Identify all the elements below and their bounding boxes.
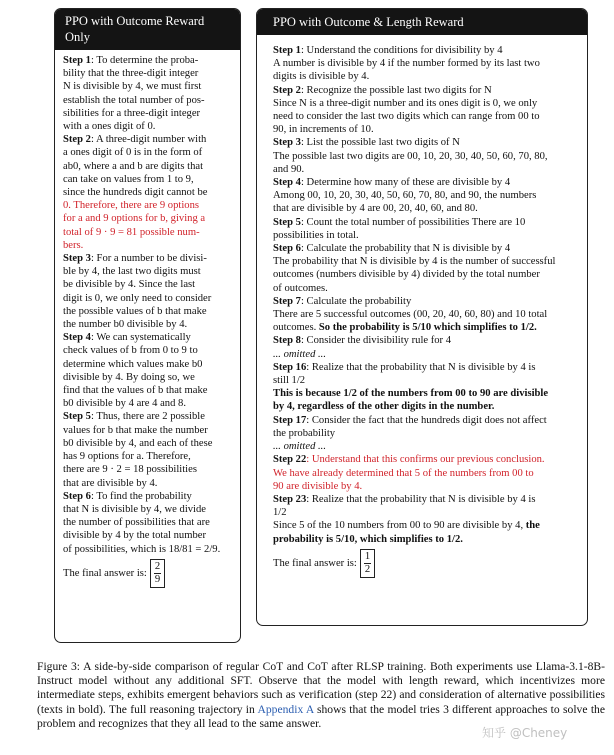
left-line-text: that are divisible by 4. [63,477,158,489]
right-line-text: digits is divisible by 4. [273,71,370,83]
right-red-text: 90 are divisible by 4. [273,480,363,492]
left-red-line: 0. Therefore, there are 9 options [63,200,199,212]
left-line-text: has 9 options for a. Therefore, [63,451,191,463]
left-line [63,463,234,476]
right-line [273,176,581,189]
omitted-marker: ... omitted ... [273,441,326,453]
right-line [273,110,581,123]
right-final-answer-box [360,549,375,578]
right-line-text: Since 5 of the 10 numbers from 00 to 90 are divisible by 4, [273,520,526,532]
left-line [63,490,234,503]
left-line-text: divisible by 4. By doing so, we [63,371,195,383]
left-line-text: b0 divisible by 4 are 4 and 8. [63,398,186,410]
right-line-text: 90, in increments of 10. [273,124,374,136]
left-line-text: ble by 4, the last two digits must [63,266,201,278]
left-line [63,503,234,516]
appendix-link[interactable]: Appendix A [257,702,314,716]
left-step-label: Step 2 [63,134,91,146]
left-step-label: Step 5 [63,411,91,423]
right-line [273,70,581,83]
left-line [63,292,234,305]
left-line [63,516,234,529]
left-line-text: N is divisible by 4, we must first [63,81,202,93]
left-line [63,397,234,410]
left-line-text: since the hundreds digit cannot be [63,187,208,199]
left-line [63,344,234,357]
left-line [63,305,234,318]
left-line [63,410,234,423]
left-line [63,160,234,173]
right-line-text: There are 5 successful outcomes (00, 20, 40, 60, 80) and 10 total [273,309,548,321]
left-red-line: total of 9 · 9 = 81 possible num- [63,226,200,238]
left-line-text: : A three-digit number with [90,134,207,146]
left-panel [54,8,241,643]
right-line-text: and 90. [273,163,305,175]
right-line [273,123,581,136]
right-step-label: Step 17 [273,414,307,426]
left-line [63,265,234,278]
right-line-text: : List the possible last two digits of N [300,137,460,149]
left-line [63,450,234,463]
right-line [273,361,581,374]
right-line [273,321,581,334]
left-line [63,278,234,291]
left-final-answer-denominator: 9 [154,573,161,585]
right-line-text: possibilities in total. [273,229,359,241]
right-line-text: : Consider the divisibility rule for 4 [300,335,452,347]
left-line-text: ab0, where a and b are digits that [63,160,204,172]
right-line [273,216,581,229]
left-line [63,331,234,344]
left-line [63,252,234,265]
right-step-label: Step 6 [273,243,301,255]
left-line-text: with a ones digit of 0. [63,121,156,133]
left-panel-title: PPO with Outcome Reward Only [55,9,240,50]
right-line-text: of outcomes. [273,282,328,294]
right-step-label: Step 7 [273,295,301,307]
left-line-text: a ones digit of 0 is in the form of [63,147,203,159]
right-line [273,427,581,440]
right-panel-body [257,35,587,584]
right-line-text: : Understand the conditions for divisibility by 4 [300,45,503,56]
left-line [63,477,234,490]
left-line [63,437,234,450]
left-line-text: that N is divisible by 4, we divide [63,503,207,515]
right-line [273,44,581,57]
left-line-text: of possibilities, which is 18/81 = 2/9. [63,543,221,555]
right-line [273,57,581,70]
left-line-text: the possible values of b that make [63,305,207,317]
left-line [63,133,234,146]
right-line-text: Since N is a three-digit number and its ones digit is 0, we only [273,97,538,109]
right-step-label: Step 23 [273,493,307,505]
watermark: 知乎 @Cheney [482,726,568,740]
right-line [273,242,581,255]
left-line [63,424,234,437]
left-line [63,529,234,542]
left-line [63,54,234,67]
right-final-answer-row [273,549,581,578]
right-final-answer-denominator: 2 [364,563,371,575]
right-line-text: The possible last two digits are 00, 10, 20, 30, 40, 50, 60, 70, 80, [273,150,548,162]
right-line-text: Among 00, 10, 20, 30, 40, 50, 60, 70, 80, and 90, the numbers [273,190,537,202]
left-line-text: can take on values from 1 to 9, [63,173,194,185]
right-line [273,414,581,427]
right-line [273,453,581,466]
right-step-label: Step 2 [273,84,301,96]
left-line-text: : To find the probability [90,490,192,502]
right-line [273,467,581,480]
right-line-text: : Recognize the possible last two digits for N [300,84,492,96]
omitted-marker: ... omitted ... [273,348,326,360]
left-line-text: establish the total number of pos- [63,94,205,106]
left-line-text: the number b0 divisible by 4. [63,319,188,331]
right-red-text: We have already determined that 5 of the numbers from 00 to [273,467,534,479]
right-line-text: the probability [273,427,336,439]
right-line [273,189,581,202]
right-line-text: : Calculate the probability that N is divisible by 4 [300,243,511,255]
left-line [63,107,234,120]
right-line-text: : Realize that the probability that N is divisible by 4 is [306,493,536,505]
left-line-text: bility that the three-digit integer [63,68,199,80]
left-red-line: for a and 9 options for b, giving a [63,213,206,225]
right-bold-text: This is because 1/2 of the numbers from 00 to 90 are divisible [273,388,549,400]
right-line [273,136,581,149]
right-line [273,519,581,532]
right-line-text: still 1/2 [273,375,306,387]
right-line-text: 1/2 [273,507,287,519]
right-line [273,480,581,493]
left-line [63,146,234,159]
right-line [273,334,581,347]
left-line-text: be divisible by 4. Since the last [63,279,196,291]
right-step-label: Step 1 [273,45,301,56]
left-panel-body [55,50,240,592]
left-line-text: : We can systematically [90,332,191,344]
right-bold-text: the [525,520,540,532]
caption-text-a: Figure 3: A side-by-side comparison of regular CoT and CoT after RLSP training. Both experiments use Llama-3.1-8B-Instruct model without any additional SFT. Observe that the model with length reward, which incentivizes more intermediate steps, exhibits emergent behaviors such as verification (step 22) and consideration of alternative possibilities (texts in bold). The full reasoning trajectory in [37,660,605,716]
right-line [273,84,581,97]
right-line [273,400,581,413]
right-line [273,282,581,295]
right-line [273,440,581,453]
left-step-label: Step 6 [63,490,91,502]
right-line [273,229,581,242]
right-line [273,295,581,308]
right-step-label: Step 8 [273,335,301,347]
left-line-text: : Thus, there are 2 possible [90,411,205,423]
left-line-text: the number of possibilities that are [63,517,210,529]
left-line-text: sibilities for a three-digit integer [63,107,201,119]
left-line-text: divisible by 4 by the total number [63,530,206,542]
left-line [63,80,234,93]
right-line-text: : Determine how many of these are divisible by 4 [300,177,511,189]
right-line-text: outcomes. [273,322,319,334]
left-line [63,186,234,199]
right-line [273,493,581,506]
right-line-text: that are divisible by 4 are 00, 20, 40, 60, and 80. [273,203,478,215]
right-line [273,255,581,268]
right-line-text: : Realize that the probability that N is divisible by 4 is [306,361,536,373]
right-line [273,308,581,321]
left-line-text: there are 9 · 2 = 18 possibilities [63,464,197,476]
left-step-label: Step 1 [63,55,91,66]
right-step-label: Step 5 [273,216,301,228]
right-final-answer-numerator: 1 [364,550,371,562]
left-step-label: Step 3 [63,253,91,265]
left-line [63,120,234,133]
right-step-label: Step 16 [273,361,307,373]
left-red-line: bers. [63,239,84,251]
right-step-label: Step 22 [273,454,307,466]
right-bold-text: probability is 5/10, which simplifies to 1/2. [273,533,463,545]
left-line [63,384,234,397]
right-step-label: Step 4 [273,177,301,189]
right-line-text: : Understand that this confirms our previous conclusion. [306,454,545,466]
right-line [273,268,581,281]
right-bold-text: by 4, regardless of the other digits in the number. [273,401,495,413]
right-line-text: need to consider the last two digits which can range from 00 to [273,111,540,123]
right-line [273,150,581,163]
right-panel [256,8,588,626]
right-line [273,97,581,110]
left-line-text: b0 divisible by 4, and each of these [63,437,213,449]
right-final-answer-label: The final answer is: [273,557,357,569]
right-line-text: outcomes (numbers divisible by 4) divided by the total number [273,269,540,281]
right-panel-title: PPO with Outcome & Length Reward [257,9,587,35]
right-line [273,163,581,176]
right-line-text: : Calculate the probability [300,295,412,307]
left-final-answer-row [63,559,234,588]
figure-caption [37,660,605,731]
left-line [63,173,234,186]
left-final-answer-numerator: 2 [154,560,161,572]
left-final-answer-box [150,559,165,588]
left-line [63,358,234,371]
right-step-label: Step 3 [273,137,301,149]
right-line-text: : Count the total number of possibilities There are 10 [300,216,526,228]
left-line-text: find that the values of b that make [63,385,208,397]
left-line-text: digit is 0, we only need to consider [63,292,212,304]
left-line [63,94,234,107]
left-line [63,67,234,80]
left-line-text: : For a number to be divisi- [90,253,207,265]
right-line [273,506,581,519]
left-line [63,371,234,384]
left-line-text: values for b that make the number [63,424,208,436]
right-bold-text: So the probability is 5/10 which simplifies to 1/2. [318,322,537,334]
left-step-label: Step 4 [63,332,91,344]
right-line [273,374,581,387]
right-line [273,533,581,546]
left-line [63,543,234,556]
caption-text-b: shows that the model tries 3 different approaches to solve the problem and recognizes that they all lead to the same answer. [37,702,605,730]
right-line [273,348,581,361]
right-line-text: The probability that N is divisible by 4 is the number of successful [273,256,556,268]
left-line-text: determine which values make b0 [63,358,203,370]
right-line [273,202,581,215]
right-line-text: A number is divisible by 4 if the number formed by its last two [273,58,540,70]
left-line-text: : To determine the proba- [90,55,199,66]
right-line-text: : Consider the fact that the hundreds digit does not affect [306,414,547,426]
right-line [273,387,581,400]
left-line-text: check values of b from 0 to 9 to [63,345,198,357]
left-line [63,318,234,331]
left-final-answer-label: The final answer is: [63,567,147,579]
